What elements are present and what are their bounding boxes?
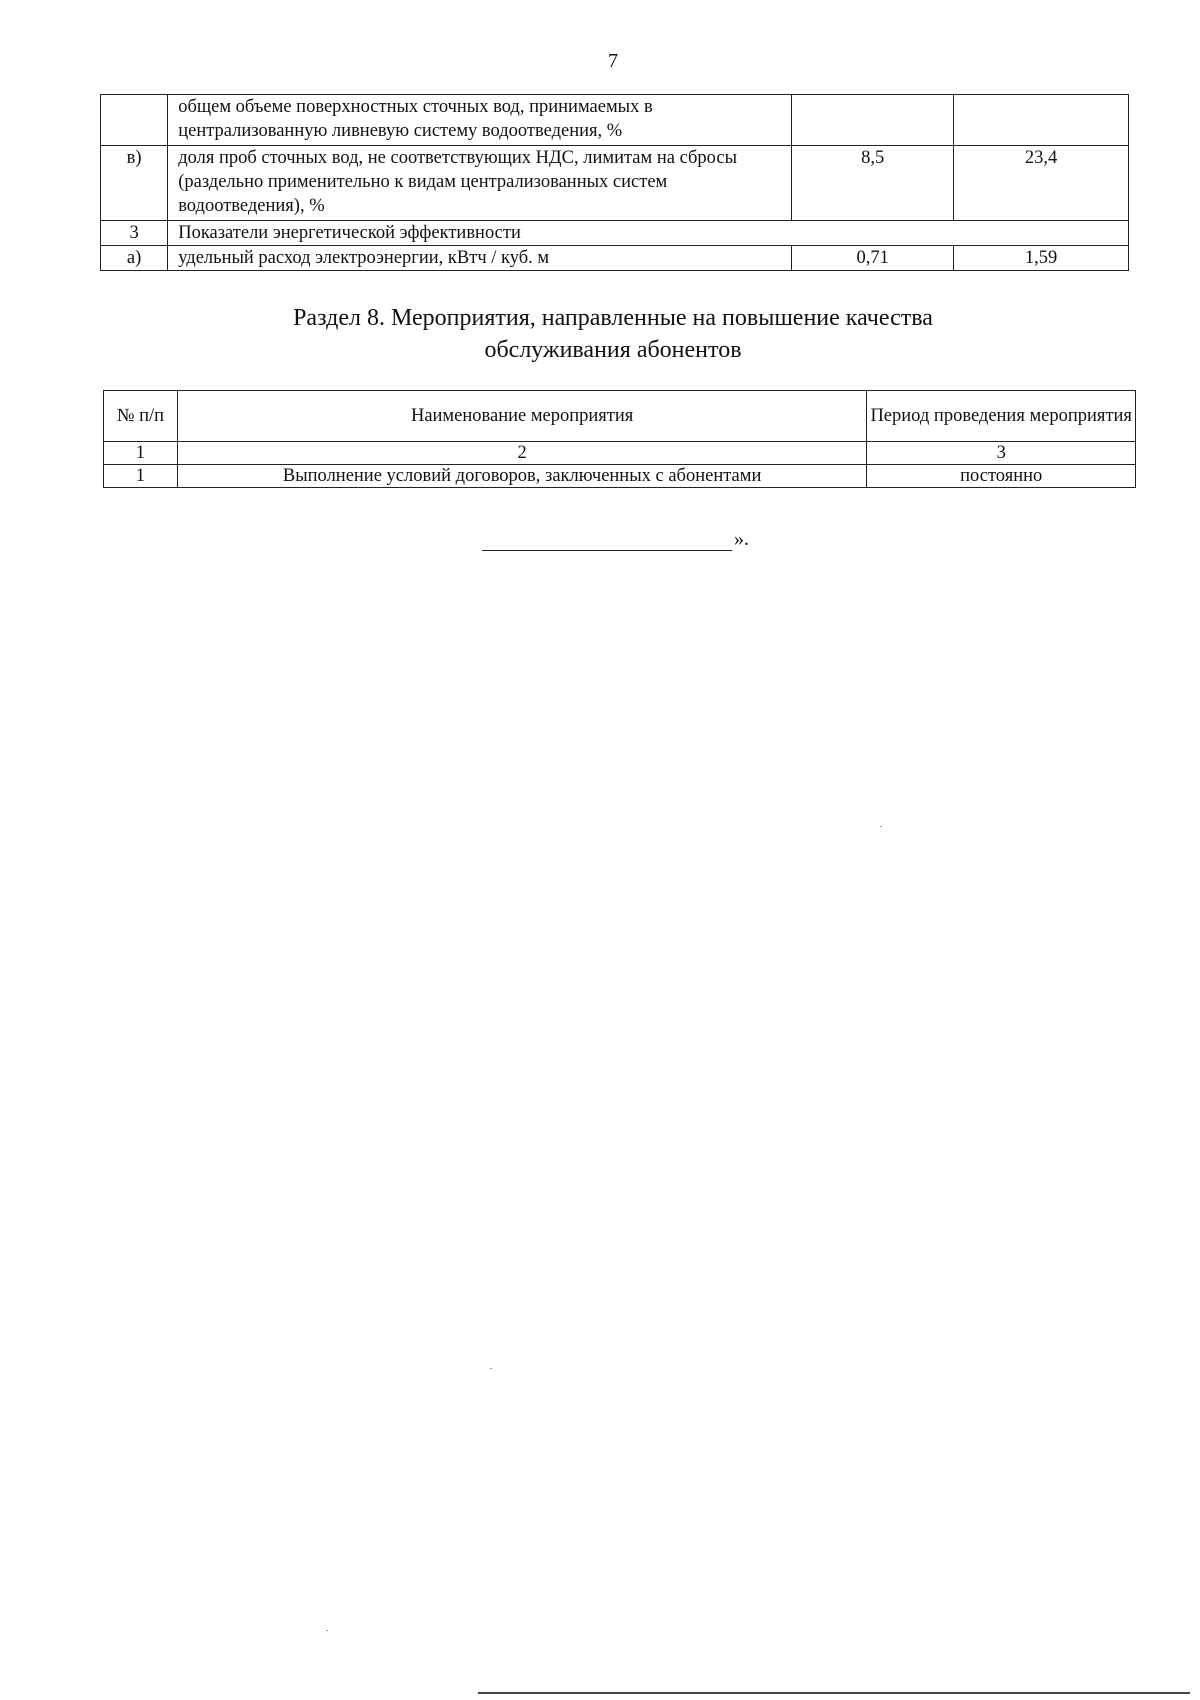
row-value-2	[954, 95, 1129, 146]
indicators-table	[100, 94, 1129, 271]
section-title	[0, 302, 1200, 366]
row-value-2: 23,4	[954, 146, 1129, 221]
table-row	[101, 95, 1129, 146]
blank-line	[482, 526, 732, 551]
header-name: Наименование мероприятия	[177, 391, 867, 442]
row-description: доля проб сточных вод, не соответствующих НДС, лимитам на сбросы (раздельно применительно к видам централизованных систем водоотведения), %	[168, 146, 792, 221]
row-number: в)	[101, 146, 168, 221]
header-number: № п/п	[104, 391, 178, 442]
row-description: удельный расход электроэнергии, кВтч / куб. м	[168, 246, 792, 271]
row-number: 1	[104, 465, 178, 488]
row-number	[101, 95, 168, 146]
row-description: Показатели энергетической эффективности	[168, 221, 1129, 246]
section-title-line-1: Раздел 8. Мероприятия, направленные на повышение качества	[293, 305, 933, 331]
row-measure-name: Выполнение условий договоров, заключенных с абонентами	[177, 465, 867, 488]
row-description: общем объеме поверхностных сточных вод, принимаемых в централизованную ливневую систему водоотведения, %	[168, 95, 792, 146]
column-number-3: 3	[867, 442, 1136, 465]
scan-speck	[326, 1630, 328, 1631]
table-row	[101, 221, 1129, 246]
row-value-1: 8,5	[792, 146, 954, 221]
scan-edge-line	[478, 1692, 1190, 1694]
closing-mark	[482, 526, 749, 551]
row-number: а)	[101, 246, 168, 271]
closing-quote: ».	[734, 528, 749, 550]
scan-speck	[490, 1368, 492, 1369]
row-value-1: 0,71	[792, 246, 954, 271]
column-numbers-row	[104, 442, 1136, 465]
table-header-row	[104, 391, 1136, 442]
row-value-1	[792, 95, 954, 146]
column-number-2: 2	[177, 442, 867, 465]
header-period: Период проведения мероприятия	[867, 391, 1136, 442]
row-period: постоянно	[867, 465, 1136, 488]
row-value-2: 1,59	[954, 246, 1129, 271]
table-row	[101, 246, 1129, 271]
table-row	[101, 146, 1129, 221]
page-number: 7	[608, 50, 618, 72]
row-number: 3	[101, 221, 168, 246]
section-title-line-2: обслуживания абонентов	[484, 337, 742, 363]
measures-table	[103, 390, 1136, 488]
column-number-1: 1	[104, 442, 178, 465]
scan-speck	[880, 826, 882, 827]
table-row	[104, 465, 1136, 488]
